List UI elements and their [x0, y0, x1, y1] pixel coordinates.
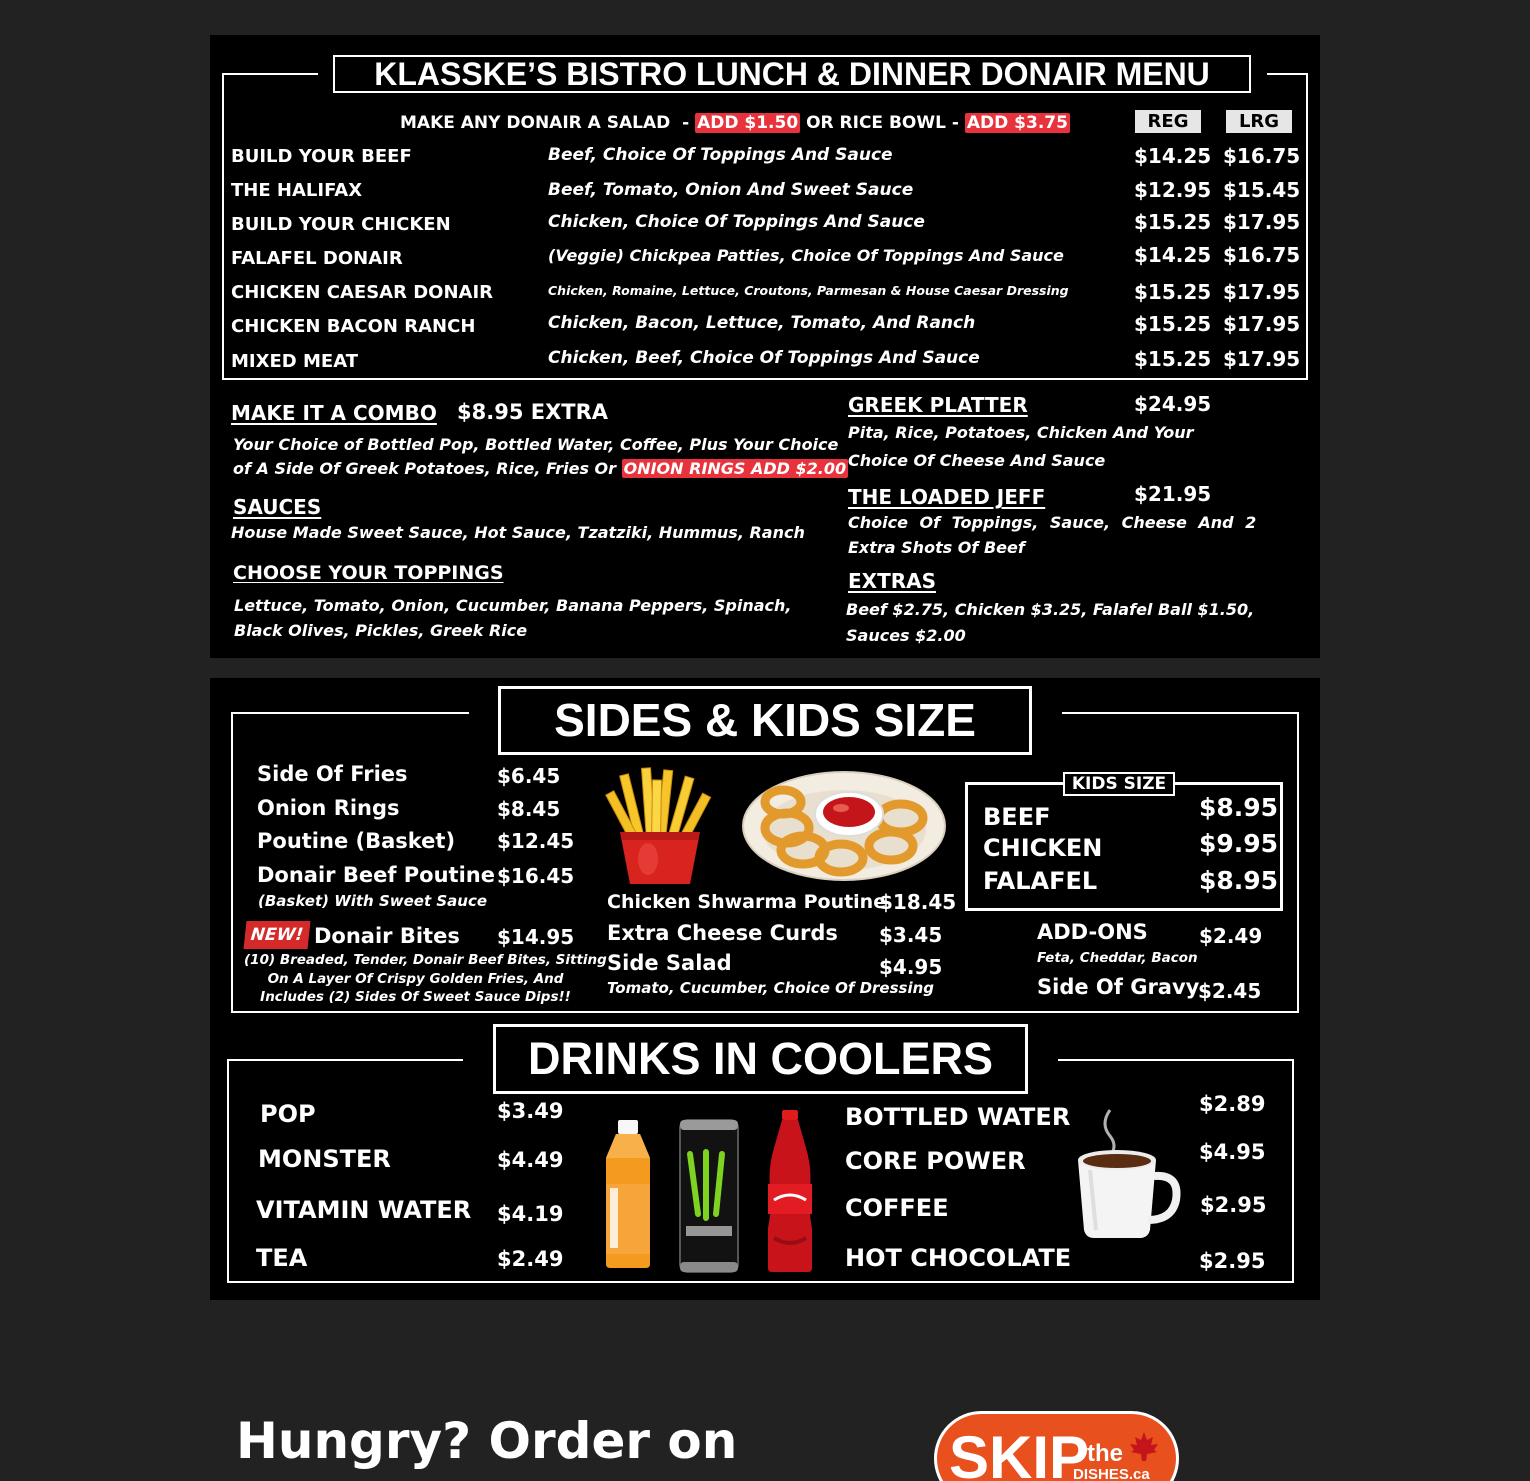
middle-side-name: Extra Cheese Curds — [607, 921, 838, 945]
sides-title: SIDES & KIDS SIZE — [498, 686, 1032, 755]
side-item-name: Side Of Fries — [257, 762, 408, 786]
kids-item-price: $8.95 — [1199, 866, 1279, 895]
onion-rings-upcharge: ONION RINGS ADD $2.00 — [623, 459, 847, 478]
donair-bites-line3: Includes (2) Sides Of Sweet Sauce Dips!! — [260, 989, 571, 1005]
side-item-price: $16.45 — [497, 864, 575, 888]
drink-price: $2.89 — [1199, 1092, 1266, 1116]
menu-item-lrg-price: $15.45 — [1223, 178, 1301, 202]
vitamin-water-bottle-image — [598, 1118, 658, 1270]
addons-name: ADD-ONS — [1037, 920, 1148, 944]
middle-side-price: $3.45 — [879, 923, 943, 947]
combo-heading: MAKE IT A COMBO — [231, 401, 437, 425]
side-item-name: Onion Rings — [257, 796, 400, 820]
frame-bottom — [222, 378, 1308, 380]
toppings-line1: Lettuce, Tomato, Onion, Cucumber, Banana Peppers, Spinach, — [234, 596, 792, 615]
kids-item-name: FALAFEL — [983, 867, 1098, 895]
drink-name: COFFEE — [845, 1194, 949, 1222]
drinks-frame-top-right — [1058, 1059, 1294, 1061]
lrg-size-header: LRG — [1226, 110, 1292, 133]
toppings-line2: Black Olives, Pickles, Greek Rice — [234, 621, 528, 640]
menu-item-reg-price: $15.25 — [1134, 347, 1212, 371]
frame-right — [1306, 73, 1308, 380]
poutine-note: (Basket) With Sweet Sauce — [258, 892, 488, 910]
side-item-name: Poutine (Basket) — [257, 829, 456, 853]
upsell-line — [400, 111, 1070, 135]
middle-side-name: Side Salad — [607, 951, 732, 975]
menu-item-desc: Chicken, Beef, Choice Of Toppings And Sauce — [548, 348, 980, 368]
drink-price: $2.95 — [1200, 1193, 1267, 1217]
drink-name: BOTTLED WATER — [845, 1103, 1071, 1131]
loaded-jeff-heading: THE LOADED JEFF — [848, 485, 1046, 509]
greek-platter-line2: Choice Of Cheese And Sauce — [848, 451, 1106, 470]
side-item-price: $6.45 — [497, 764, 561, 788]
menu-item-reg-price: $14.25 — [1134, 144, 1212, 168]
kids-item-name: CHICKEN — [983, 834, 1103, 862]
fries-image — [598, 764, 722, 888]
menu-title: KLASSKE’S BISTRO LUNCH & DINNER DONAIR MENU — [333, 55, 1251, 93]
greek-platter-price: $24.95 — [1134, 392, 1212, 416]
drinks-frame-top-left — [227, 1059, 463, 1061]
sides-frame-top-right — [1062, 712, 1299, 714]
menu-item-desc: Chicken, Romaine, Lettuce, Croutons, Parmesan & House Caesar Dressing — [548, 283, 1069, 298]
rice-bowl-upcharge: ADD $3.75 — [966, 113, 1068, 133]
drink-price: $4.19 — [497, 1202, 564, 1226]
sides-frame-top-left — [231, 712, 469, 714]
drink-name: MONSTER — [258, 1145, 391, 1173]
extras-line2: Sauces $2.00 — [846, 626, 966, 645]
menu-item-name: CHICKEN CAESAR DONAIR — [231, 282, 494, 303]
onion-rings-image — [741, 768, 947, 882]
addons-price: $2.49 — [1199, 924, 1263, 948]
donair-bites-name: Donair Bites — [314, 924, 460, 948]
menu-item-name: FALAFEL DONAIR — [231, 248, 403, 269]
menu-item-reg-price: $14.25 — [1134, 243, 1212, 267]
greek-platter-heading: GREEK PLATTER — [848, 393, 1028, 417]
combo-desc-line2-text: of A Side Of Greek Potatoes, Rice, Fries Or — [233, 459, 617, 478]
kids-item-price: $9.95 — [1199, 829, 1279, 858]
menu-item-lrg-price: $16.75 — [1223, 243, 1301, 267]
menu-item-reg-price: $15.25 — [1134, 210, 1212, 234]
menu-item-lrg-price: $17.95 — [1223, 312, 1301, 336]
drink-name: CORE POWER — [845, 1147, 1026, 1175]
combo-desc-line2 — [233, 459, 848, 478]
monster-can-image — [676, 1118, 742, 1274]
kids-size-title: KIDS SIZE — [1063, 772, 1175, 796]
menu-item-reg-price: $12.95 — [1134, 178, 1212, 202]
sauces-heading: SAUCES — [233, 495, 322, 519]
kids-item-price: $8.95 — [1199, 793, 1279, 822]
menu-item-name: THE HALIFAX — [231, 180, 363, 201]
side-item-name: Donair Beef Poutine — [257, 863, 495, 887]
upsell-middle: OR RICE BOWL - — [806, 113, 959, 133]
greek-platter-line1: Pita, Rice, Potatoes, Chicken And Your — [848, 423, 1194, 442]
loaded-jeff-price: $21.95 — [1134, 482, 1212, 506]
skip-logo-main: SKIP — [949, 1424, 1090, 1481]
extras-line1: Beef $2.75, Chicken $3.25, Falafel Ball $1.50, — [846, 600, 1255, 619]
side-item-price: $12.45 — [497, 829, 575, 853]
drink-name: POP — [260, 1100, 316, 1128]
combo-price: $8.95 EXTRA — [457, 400, 609, 424]
drink-price: $4.49 — [497, 1148, 564, 1172]
gravy-name: Side Of Gravy — [1037, 975, 1200, 999]
donair-bites-line1: (10) Breaded, Tender, Donair Beef Bites, Sitting — [244, 952, 607, 968]
loaded-jeff-line1: Choice Of Toppings, Sauce, Cheese And 2 — [848, 513, 1257, 532]
sides-frame-bottom — [231, 1011, 1299, 1013]
skip-the-dishes-logo[interactable] — [934, 1411, 1179, 1481]
drink-name: TEA — [256, 1244, 308, 1272]
donair-bites-line2: On A Layer Of Crispy Golden Fries, And — [267, 971, 564, 987]
new-badge: NEW! — [244, 921, 311, 949]
menu-item-reg-price: $15.25 — [1134, 312, 1212, 336]
drink-name: HOT CHOCOLATE — [845, 1244, 1072, 1272]
frame-top-left — [222, 73, 318, 75]
drinks-frame-left — [227, 1059, 229, 1283]
menu-item-desc: (Veggie) Chickpea Patties, Choice Of Toppings And Sauce — [548, 246, 1064, 265]
frame-top-right — [1267, 73, 1308, 75]
coca-cola-bottle-image — [760, 1108, 820, 1274]
donair-bites-price: $14.95 — [497, 925, 575, 949]
sides-frame-left — [231, 712, 233, 1013]
sides-drinks-panel — [210, 678, 1320, 1300]
drink-price: $2.95 — [1199, 1249, 1266, 1273]
order-cta: Hungry? Order on — [236, 1412, 738, 1470]
middle-side-price: $18.45 — [879, 890, 957, 914]
salad-note: Tomato, Cucumber, Choice Of Dressing — [607, 979, 935, 997]
salad-upcharge: ADD $1.50 — [697, 113, 799, 133]
kids-item-name: BEEF — [983, 803, 1051, 831]
drinks-title: DRINKS IN COOLERS — [493, 1024, 1028, 1094]
drink-price: $3.49 — [497, 1099, 564, 1123]
sauces-list: House Made Sweet Sauce, Hot Sauce, Tzatziki, Hummus, Ranch — [231, 523, 805, 542]
middle-side-price: $4.95 — [879, 955, 943, 979]
extras-heading: EXTRAS — [848, 569, 937, 593]
menu-item-lrg-price: $17.95 — [1223, 280, 1301, 304]
menu-item-desc: Chicken, Choice Of Toppings And Sauce — [548, 212, 925, 232]
combo-desc-line1: Your Choice of Bottled Pop, Bottled Water, Coffee, Plus Your Choice — [233, 435, 839, 454]
drink-price: $4.95 — [1199, 1140, 1266, 1164]
drinks-frame-right — [1292, 1059, 1294, 1283]
middle-side-name: Chicken Shwarma Poutine — [607, 891, 887, 913]
menu-item-name: MIXED MEAT — [231, 351, 359, 372]
drinks-frame-bottom — [227, 1281, 1294, 1283]
menu-item-desc: Beef, Tomato, Onion And Sweet Sauce — [548, 180, 914, 200]
menu-item-reg-price: $15.25 — [1134, 280, 1212, 304]
drink-name: VITAMIN WATER — [256, 1196, 472, 1224]
loaded-jeff-line2: Extra Shots Of Beef — [848, 538, 1025, 557]
reg-size-header: REG — [1135, 110, 1201, 133]
menu-item-name: CHICKEN BACON RANCH — [231, 316, 476, 337]
menu-item-name: BUILD YOUR BEEF — [231, 146, 412, 167]
sides-frame-right — [1297, 712, 1299, 1013]
menu-item-lrg-price: $17.95 — [1223, 347, 1301, 371]
upsell-prefix: MAKE ANY DONAIR A SALAD - — [400, 113, 690, 133]
menu-item-desc: Chicken, Bacon, Lettuce, Tomato, And Ranch — [548, 313, 976, 333]
skip-logo-the: the — [1087, 1440, 1123, 1467]
frame-left — [222, 73, 224, 380]
gravy-price: $2.45 — [1198, 979, 1262, 1003]
menu-item-lrg-price: $17.95 — [1223, 210, 1301, 234]
maple-leaf-icon — [1127, 1430, 1161, 1464]
main-menu-panel — [210, 35, 1320, 658]
menu-item-lrg-price: $16.75 — [1223, 144, 1301, 168]
side-item-price: $8.45 — [497, 797, 561, 821]
toppings-heading: CHOOSE YOUR TOPPINGS — [233, 562, 504, 584]
coffee-mug-image — [1070, 1108, 1184, 1240]
addons-note: Feta, Cheddar, Bacon — [1037, 950, 1198, 966]
menu-item-desc: Beef, Choice Of Toppings And Sauce — [548, 145, 893, 165]
skip-logo-sub: DISHES.ca — [1073, 1466, 1150, 1481]
menu-item-name: BUILD YOUR CHICKEN — [231, 214, 451, 235]
drink-price: $2.49 — [497, 1247, 564, 1271]
